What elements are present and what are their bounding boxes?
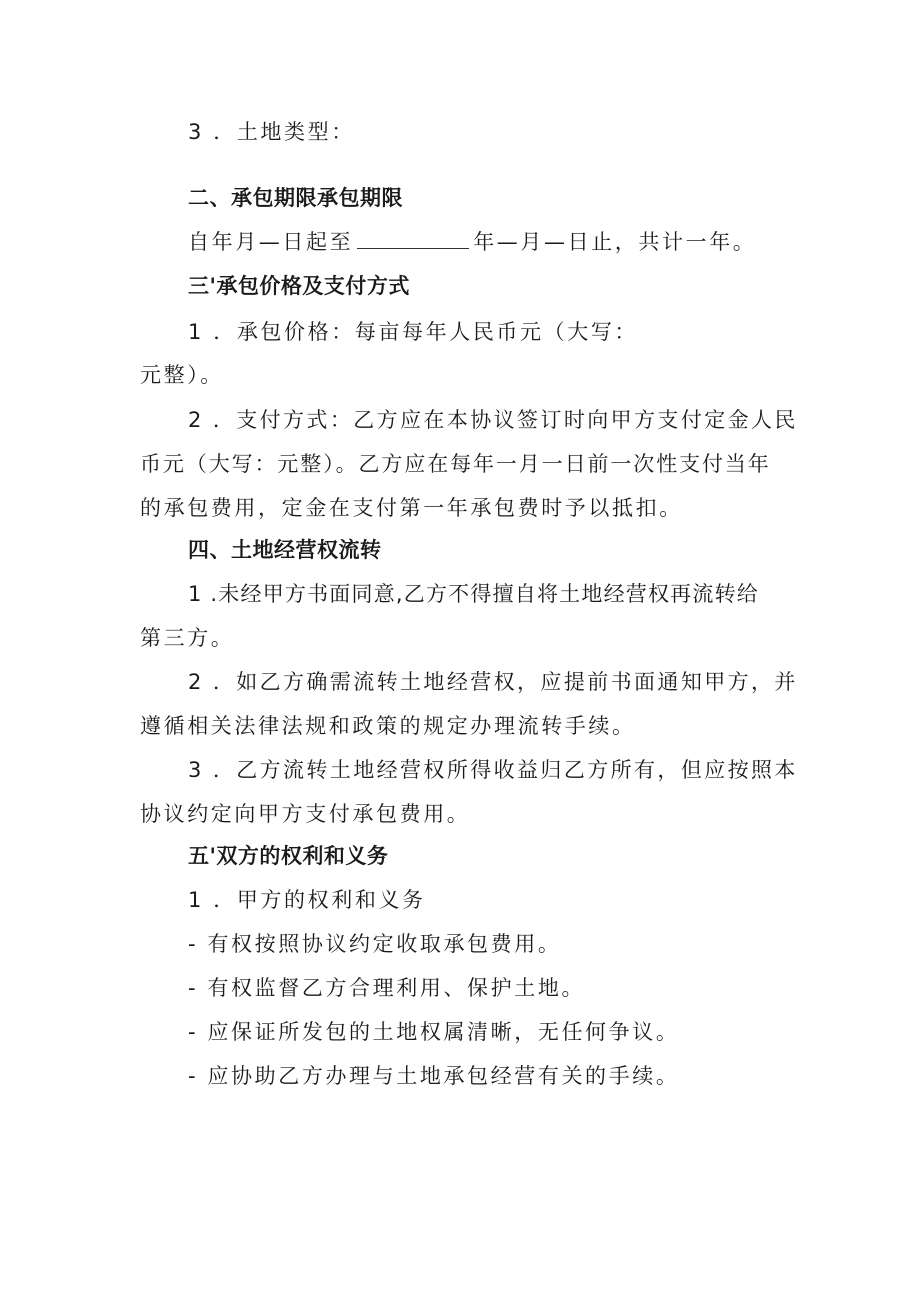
transfer-line-3: 2 ．如乙方确需流转土地经营权，应提前书面通知甲方，并 (188, 670, 798, 694)
section-2-heading: 二、承包期限承包期限 (188, 186, 403, 210)
party-a-duty-1: - 应保证所发包的土地权属清晰，无任何争议。 (188, 1020, 680, 1044)
transfer-line-1: 1 .未经甲方书面同意,乙方不得擅自将土地经营权再流转给 (188, 582, 759, 606)
price-line-1: 1 ．承包价格：每亩每年人民币元（大写： (188, 320, 639, 344)
land-type-line: 3 ．土地类型： (188, 120, 355, 144)
term-start-text: 自年月—日起至 (188, 230, 354, 254)
party-a-duty-2: - 应协助乙方办理与土地承包经营有关的手续。 (188, 1064, 680, 1088)
transfer-line-4: 遵循相关法律法规和政策的规定办理流转手续。 (140, 714, 636, 738)
transfer-line-5: 3 ．乙方流转土地经营权所得收益归乙方所有，但应按照本 (188, 758, 798, 782)
payment-line-1: 2 ．支付方式：乙方应在本协议签订时向甲方支付定金人民 (188, 408, 798, 432)
party-a-right-2: - 有权监督乙方合理利用、保护土地。 (188, 976, 586, 1000)
party-a-right-1: - 有权按照协议约定收取承包费用。 (188, 932, 562, 956)
transfer-line-6: 协议约定向甲方支付承包费用。 (140, 802, 471, 826)
payment-line-2: 币元（大写：元整）。乙方应在每年一月一日前一次性支付当年 (140, 452, 771, 476)
transfer-line-2: 第三方。 (140, 626, 235, 650)
term-line (188, 228, 756, 256)
payment-line-3: 的承包费用，定金在支付第一年承包费时予以抵扣。 (140, 496, 683, 520)
section-5-heading: 五'双方的权利和义务 (188, 844, 389, 868)
party-a-rights-title: 1 ．甲方的权利和义务 (188, 888, 426, 912)
price-line-2: 元整）。 (140, 363, 224, 387)
term-blank (357, 230, 469, 249)
section-3-heading: 三'承包价格及支付方式 (188, 274, 410, 298)
term-end-text: 年—月—日止，共计一年。 (473, 230, 757, 254)
section-4-heading: 四、土地经营权流转 (188, 538, 382, 562)
